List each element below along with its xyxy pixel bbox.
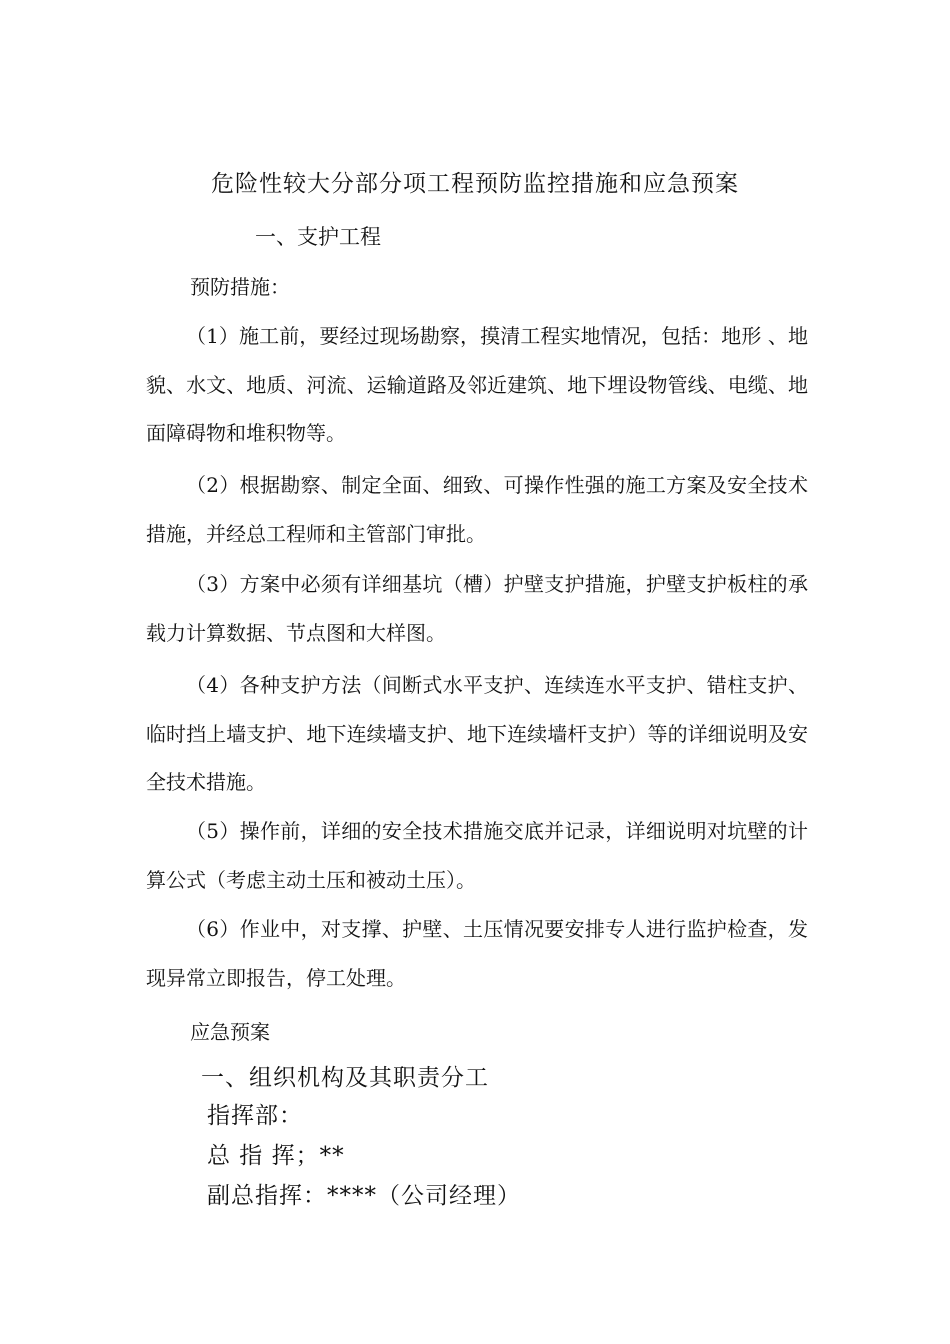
chief-commander: 总 指 挥；** <box>207 1143 345 1169</box>
paragraph-5: （5）操作前，详细的安全技术措施交底并记录，详细说明对坑壁的计算公式（考虑主动土压和被动土压）。 <box>146 819 808 892</box>
prevention-label: 预防措施： <box>190 275 290 299</box>
emergency-label: 应急预案 <box>190 1020 270 1044</box>
section-heading: 一、支护工程 <box>255 225 381 249</box>
command-label: 指挥部： <box>207 1103 303 1129</box>
deputy-commander: 副总指挥：****（公司经理） <box>207 1183 521 1209</box>
paragraph-2: （2）根据勘察、制定全面、细致、可操作性强的施工方案及安全技术措施，并经总工程师和主管部门审批。 <box>146 473 808 546</box>
paragraph-1: （1）施工前，要经过现场勘察，摸清工程实地情况，包括：地形 、地貌、水文、地质、河流、运输道路及邻近建筑、地下埋设物管线、电缆、地面障碍物和堆积物等。 <box>146 324 808 445</box>
paragraph-4: （4）各种支护方法（间断式水平支护、连续连水平支护、错柱支护、临时挡上墙支护、地下连续墙支护、地下连续墙杆支护）等的详细说明及安全技术措施。 <box>146 673 808 794</box>
paragraph-3: （3）方案中必须有详细基坑（槽）护壁支护措施，护壁支护板柱的承载力计算数据、节点图和大样图。 <box>146 572 808 645</box>
org-heading: 一、组织机构及其职责分工 <box>201 1065 489 1091</box>
document-title: 危险性较大分部分项工程预防监控措施和应急预案 <box>211 171 739 197</box>
paragraph-6: （6）作业中，对支撑、护壁、土压情况要安排专人进行监护检查，发现异常立即报告，停工处理。 <box>146 917 808 990</box>
